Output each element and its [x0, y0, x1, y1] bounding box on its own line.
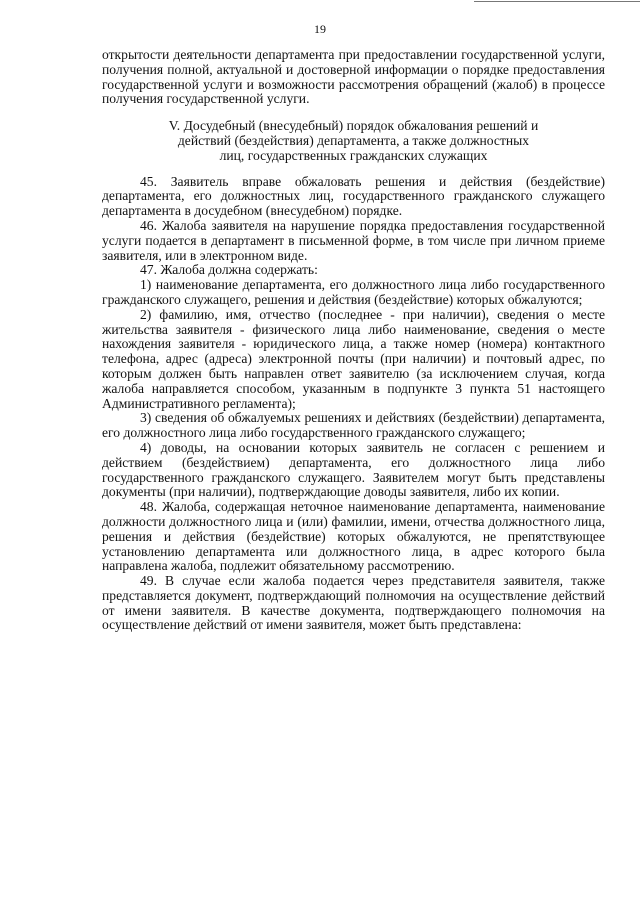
top-edge-rule	[474, 1, 640, 2]
document-body	[102, 48, 605, 633]
paragraph-47-item-3: 3) сведения об обжалуемых решениях и действиях (бездействии) департамента, его должностного лица либо государственного гражданского служащего;	[102, 410, 605, 441]
page-number: 19	[314, 22, 326, 36]
paragraph-47-item-2: 2) фамилию, имя, отчество (последнее - при наличии), сведения о месте жительства заявителя - физического лица либо наименование, сведения о месте нахождения заявителя - юридического лица, а также номер (номера) контактного телефона, адрес (адреса) электронной почты (при наличии) и почтовый адрес, по которым должен быть направлен ответ заявителю (за исключением случая, когда жалоба направляется способом, указанным в подпункте 3 пункта 51 настоящего Административного регламента);	[102, 306, 605, 411]
section-heading-line: V. Досудебный (внесудебный) порядок обжалования решений и	[168, 118, 539, 134]
paragraph-46: 46. Жалоба заявителя на нарушение порядка предоставления государственной услуги подается в департамент в письменной форме, в том числе при личном приеме заявителя, или в электронном виде.	[102, 217, 605, 263]
paragraph-47-item-4: 4) доводы, на основании которых заявитель не согласен с решением и действием (бездействием) департамента, его должностного лица либо государственного гражданского служащего. Заявителем могут быть представлены документы (при наличии), подтверждающие доводы заявителя, либо их копии.	[102, 439, 605, 500]
section-heading	[102, 119, 605, 163]
paragraph-49: 49. В случае если жалоба подается через представителя заявителя, также представляется документ, подтверждающий полномочия на осуществление действий от имени заявителя. В качестве документа, подтверждающего полномочия на осуществление действий от имени заявителя, может быть представлена:	[102, 573, 605, 633]
paragraph-47: 47. Жалоба должна содержать:	[140, 262, 318, 278]
paragraph-45: 45. Заявитель вправе обжаловать решения и действия (бездействие) департамента, его должностных лиц, государственного гражданского служащего департамента в досудебном (внесудебном) порядке.	[102, 173, 605, 219]
intro-paragraph: открытости деятельности департамента при предоставлении государственной услуги, получения полной, актуальной и достоверной информации о порядке предоставления государственной услуги и возможности рассмотрения обращений (жалоб) в процессе получения государственной услуги.	[102, 47, 605, 107]
paragraph-48: 48. Жалоба, содержащая неточное наименование департамента, наименование должности должностного лица и (или) фамилии, имени, отчества должностного лица, решения и действия (бездействие) которых обжалуются, не препятствующее установлению департамента или должностного лица, в адрес которого была направлена жалоба, подлежит обязательному рассмотрению.	[102, 499, 605, 574]
section-heading-line: лиц, государственных гражданских служащих	[219, 147, 488, 163]
section-heading-line: действий (бездействия) департамента, а также должностных	[177, 132, 530, 148]
paragraph-47-item-1: 1) наименование департамента, его должностного лица либо государственного гражданского служащего, решения и действия (бездействие) которых обжалуются;	[102, 277, 605, 307]
